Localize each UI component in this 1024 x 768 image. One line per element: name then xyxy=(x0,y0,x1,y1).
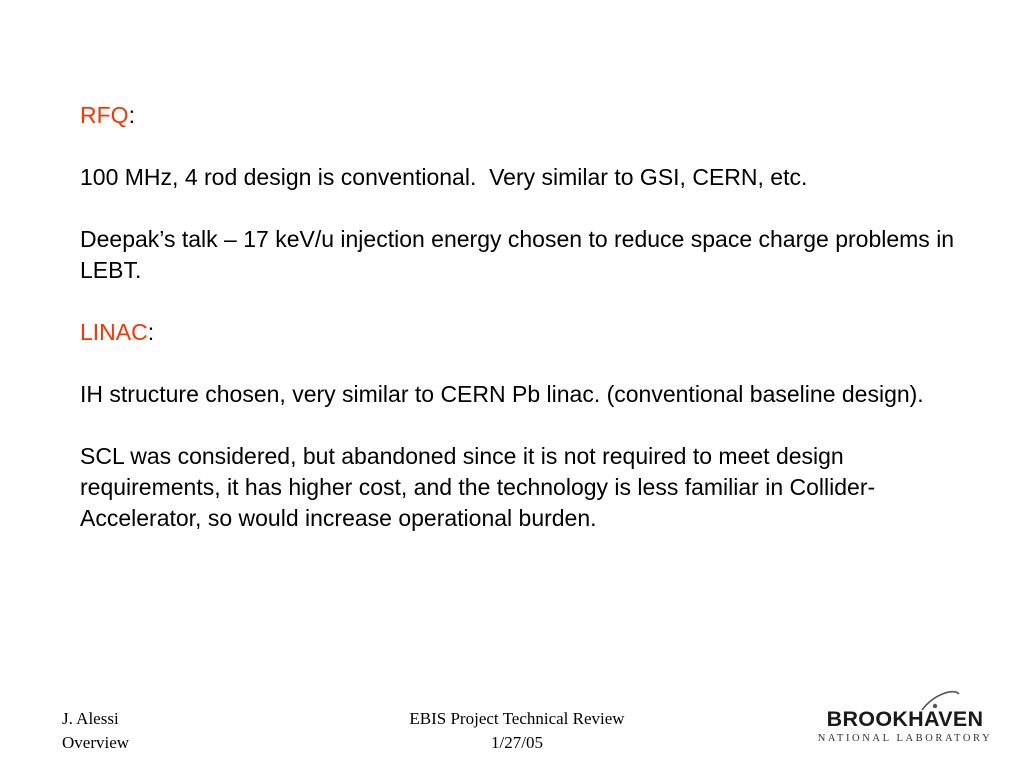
footer-author: J. Alessi xyxy=(62,709,119,728)
logo-name: BROOKHAVEN xyxy=(826,707,984,731)
linac-paragraph-1: IH structure chosen, very similar to CERN Pb linac. (conventional baseline design). xyxy=(80,381,924,407)
footer-section: Overview xyxy=(62,733,130,752)
rfq-paragraph-2: Deepak’s talk – 17 keV/u injection energy chosen to reduce space charge problems in LEBT. xyxy=(80,226,961,283)
footer-date: 1/27/05 xyxy=(491,733,543,752)
rfq-heading xyxy=(80,100,960,131)
rfq-paragraph-1: 100 MHz, 4 rod design is conventional. Very similar to GSI, CERN, etc. xyxy=(80,164,808,190)
linac-heading-colon: : xyxy=(147,319,155,345)
footer-center xyxy=(340,707,694,755)
rfq-heading-label: RFQ xyxy=(80,102,129,128)
brookhaven-logo xyxy=(804,688,1008,752)
footer-event: EBIS Project Technical Review xyxy=(409,709,625,728)
slide-body xyxy=(80,100,960,565)
rfq-heading-colon: : xyxy=(128,102,135,128)
linac-heading-label: LINAC xyxy=(80,319,148,345)
footer-left xyxy=(62,707,129,755)
linac-paragraph-2: SCL was considered, but abandoned since it is not required to meet design requirements, it has higher cost, and the technology is less familiar in Collider-Accelerator, so would increase operational burden. xyxy=(80,443,876,531)
logo-subtitle: NATIONAL LABORATORY xyxy=(817,733,993,744)
linac-heading xyxy=(80,317,960,348)
